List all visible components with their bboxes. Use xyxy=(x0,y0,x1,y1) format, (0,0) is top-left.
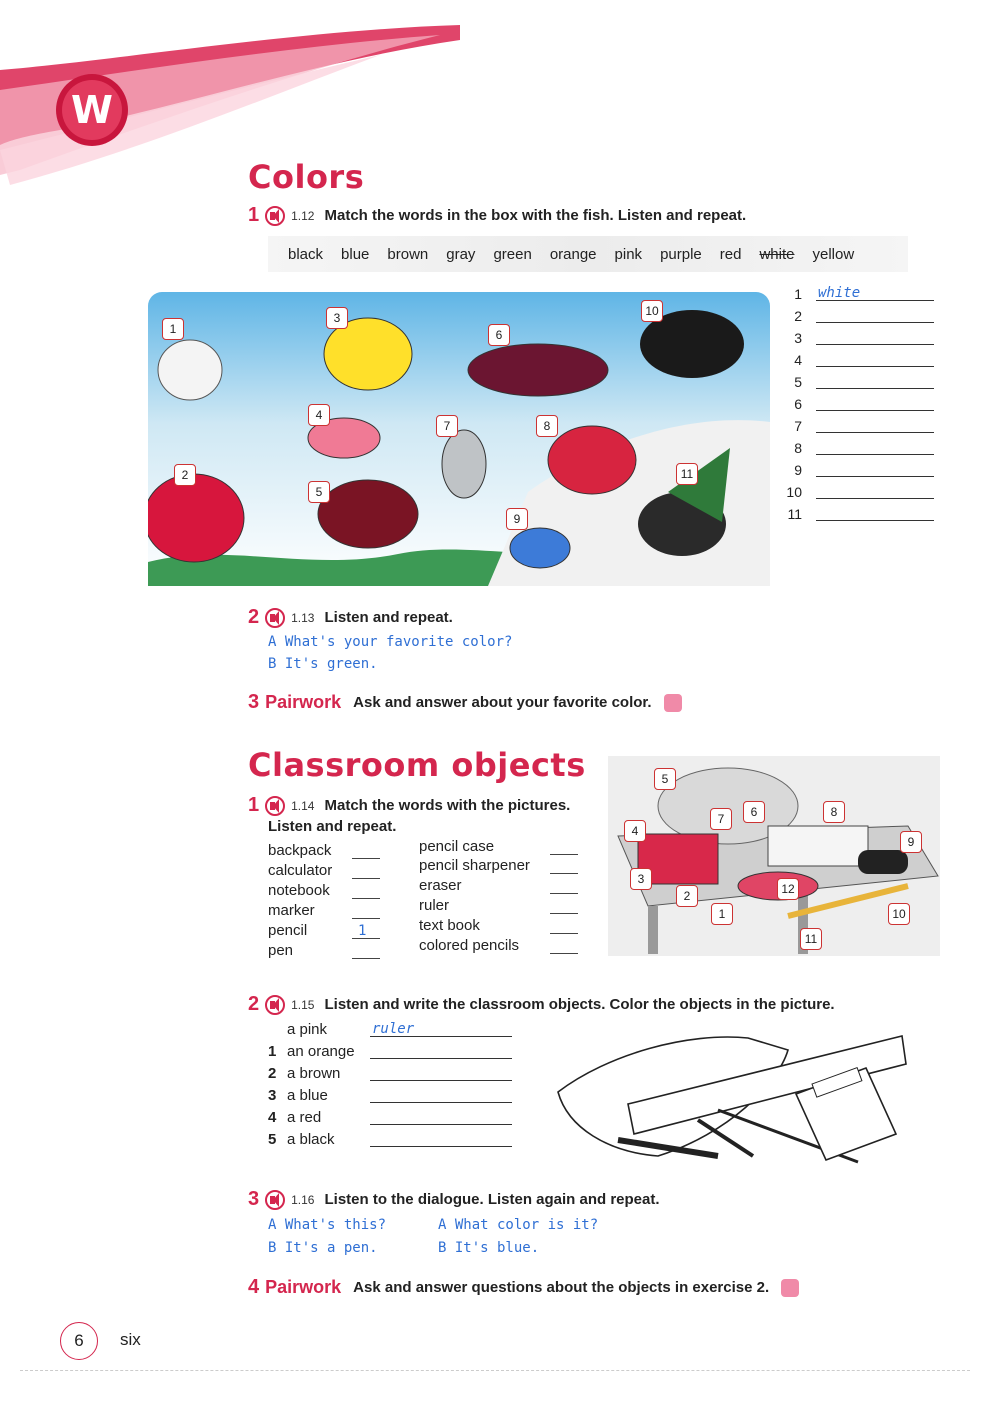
track-number: 1.15 xyxy=(291,997,315,1012)
row-number: 2 xyxy=(268,1065,277,1082)
audio-icon[interactable] xyxy=(265,796,285,816)
match-answer: 1 xyxy=(358,923,367,939)
answer-number: 10 xyxy=(786,484,802,500)
object-label: 11 xyxy=(800,928,822,950)
row-label: a black xyxy=(287,1131,335,1148)
answer-line[interactable] xyxy=(816,410,934,411)
dialogue-line-b: B It's green. xyxy=(268,656,378,672)
match-blank[interactable] xyxy=(352,898,380,899)
word-box-item: green xyxy=(493,245,532,263)
answer-value: white xyxy=(818,285,861,301)
answer-number: 2 xyxy=(794,308,802,324)
instruction: Match the words with the pictures. xyxy=(324,797,571,814)
word-box-item: brown xyxy=(387,245,429,263)
classroom-ex2-header xyxy=(248,993,835,1016)
answer-line[interactable] xyxy=(816,366,934,367)
pairwork-label: Pairwork xyxy=(265,1277,342,1297)
word-box-item: purple xyxy=(660,245,702,263)
word-box xyxy=(268,236,908,272)
fish-label: 2 xyxy=(174,464,196,486)
row-answer-line[interactable] xyxy=(370,1102,512,1103)
instruction: Listen and repeat. xyxy=(324,609,453,626)
answer-line[interactable] xyxy=(816,454,934,455)
fish-label: 5 xyxy=(308,481,330,503)
answer-line[interactable] xyxy=(816,520,934,521)
fish-label: 7 xyxy=(436,415,458,437)
match-word: pencil sharpener xyxy=(419,857,530,874)
match-word: pencil xyxy=(268,922,308,939)
answer-line[interactable] xyxy=(816,344,934,345)
object-label: 7 xyxy=(710,808,732,830)
match-word: text book xyxy=(419,917,480,934)
dialogue-line-b1: B It's a pen. xyxy=(268,1240,378,1256)
colors-title: Colors xyxy=(248,158,365,196)
object-label: 8 xyxy=(823,801,845,823)
instruction: Listen to the dialogue. Listen again and repeat. xyxy=(324,1191,660,1208)
objects-drawing xyxy=(548,1024,910,1170)
colors-ex2-header xyxy=(248,606,453,629)
fish-label: 1 xyxy=(162,318,184,340)
answer-line[interactable] xyxy=(816,322,934,323)
object-label: 4 xyxy=(624,820,646,842)
match-word: notebook xyxy=(268,882,330,899)
match-word: colored pencils xyxy=(419,937,520,954)
track-number: 1.12 xyxy=(291,208,315,223)
colors-ex3-header xyxy=(248,691,682,714)
answer-number: 9 xyxy=(794,462,802,478)
object-label: 2 xyxy=(676,885,698,907)
answer-line[interactable] xyxy=(816,432,934,433)
row-number: 3 xyxy=(268,1087,277,1104)
answer-number: 7 xyxy=(794,418,802,434)
answer-number: 1 xyxy=(794,286,802,302)
word-box-item: orange xyxy=(549,245,597,263)
word-box-item: black xyxy=(288,245,324,263)
answer-line[interactable] xyxy=(816,498,934,499)
fish-label: 9 xyxy=(506,508,528,530)
row-answer-line[interactable] xyxy=(370,1146,512,1147)
match-blank[interactable] xyxy=(352,958,380,959)
instruction: Listen and write the classroom objects. Color the objects in the picture. xyxy=(324,996,835,1013)
word-box-item: yellow xyxy=(812,245,855,263)
dialogue-line-b2: B It's blue. xyxy=(438,1240,540,1256)
instruction: Ask and answer about your favorite color. xyxy=(353,694,652,711)
dialogue-line-a: A What's your favorite color? xyxy=(268,634,513,650)
match-word: marker xyxy=(268,902,315,919)
match-word: pen xyxy=(268,942,294,959)
match-blank[interactable] xyxy=(550,953,578,954)
match-word: ruler xyxy=(419,897,450,914)
ex-number: 1 xyxy=(248,204,260,226)
object-label: 3 xyxy=(630,868,652,890)
answer-number: 8 xyxy=(794,440,802,456)
fish-label: 11 xyxy=(676,463,698,485)
word-box-item-used: white xyxy=(759,245,795,263)
answer-number: 6 xyxy=(794,396,802,412)
object-label: 10 xyxy=(888,903,910,925)
ex-number: 3 xyxy=(248,1188,260,1210)
fish-label: 6 xyxy=(488,324,510,346)
audio-icon[interactable] xyxy=(265,995,285,1015)
object-label: 5 xyxy=(654,768,676,790)
row-answer-line[interactable] xyxy=(370,1080,512,1081)
ex-number: 2 xyxy=(248,993,260,1015)
audio-icon[interactable] xyxy=(265,608,285,628)
row-answer-line[interactable] xyxy=(370,1058,512,1059)
ex-number: 3 xyxy=(248,691,260,713)
match-word: calculator xyxy=(268,862,333,879)
audio-icon[interactable] xyxy=(265,206,285,226)
footer-rule xyxy=(20,1370,970,1371)
audio-icon[interactable] xyxy=(265,1190,285,1210)
match-word: backpack xyxy=(268,842,332,859)
pairwork-label: Pairwork xyxy=(265,692,342,712)
track-number: 1.13 xyxy=(291,610,315,625)
match-word: pencil case xyxy=(419,838,495,855)
word-box-item: gray xyxy=(446,245,476,263)
row-number: 1 xyxy=(268,1043,277,1060)
match-blank[interactable] xyxy=(550,933,578,934)
match-blank[interactable] xyxy=(550,913,578,914)
classroom-title: Classroom objects xyxy=(248,746,586,784)
match-blank[interactable] xyxy=(352,878,380,879)
row-answer: ruler xyxy=(372,1021,415,1037)
fish-label: 4 xyxy=(308,404,330,426)
classroom-ex4-header xyxy=(248,1276,799,1299)
fish-label: 8 xyxy=(536,415,558,437)
page-number: 6 xyxy=(60,1322,98,1360)
row-number: 5 xyxy=(268,1131,277,1148)
pairwork-icon xyxy=(781,1279,799,1297)
row-label: a pink xyxy=(287,1021,328,1038)
answer-number: 11 xyxy=(787,506,802,522)
classroom-ex1-header xyxy=(248,794,570,817)
pairwork-icon xyxy=(664,694,682,712)
match-blank[interactable] xyxy=(550,854,578,855)
row-label: an orange xyxy=(287,1043,355,1060)
match-blank[interactable] xyxy=(352,858,380,859)
object-label: 6 xyxy=(743,801,765,823)
dialogue-line-a2: A What color is it? xyxy=(438,1217,599,1233)
match-blank[interactable] xyxy=(550,893,578,894)
word-box-item: red xyxy=(719,245,742,263)
answer-line[interactable] xyxy=(816,476,934,477)
answer-number: 4 xyxy=(794,352,802,368)
object-label: 1 xyxy=(711,903,733,925)
match-word: eraser xyxy=(419,877,462,894)
object-label: 9 xyxy=(900,831,922,853)
instruction: Match the words in the box with the fish. Listen and repeat. xyxy=(324,207,747,224)
track-number: 1.14 xyxy=(291,798,315,813)
unit-letter: W xyxy=(71,88,113,132)
row-label: a blue xyxy=(287,1087,328,1104)
page-word: six xyxy=(120,1330,141,1349)
answer-number: 5 xyxy=(794,374,802,390)
object-label: 12 xyxy=(777,878,799,900)
match-blank[interactable] xyxy=(352,918,380,919)
colors-ex1-header xyxy=(248,204,746,227)
classroom-ex3-header xyxy=(248,1188,660,1211)
dialogue-line-a1: A What's this? xyxy=(268,1217,387,1233)
instruction-line-2: Listen and repeat. xyxy=(268,818,397,835)
row-label: a red xyxy=(287,1109,322,1126)
fish-label: 3 xyxy=(326,307,348,329)
ex-number: 4 xyxy=(248,1276,260,1298)
word-box-item: blue xyxy=(341,245,370,263)
answer-number: 3 xyxy=(794,330,802,346)
fish-label: 10 xyxy=(641,300,663,322)
row-label: a brown xyxy=(287,1065,341,1082)
ex-number: 1 xyxy=(248,794,260,816)
row-answer-line[interactable] xyxy=(370,1124,512,1125)
row-number: 4 xyxy=(268,1109,277,1126)
ex-number: 2 xyxy=(248,606,260,628)
word-box-item: pink xyxy=(614,245,643,263)
instruction: Ask and answer questions about the objects in exercise 2. xyxy=(353,1279,770,1296)
match-blank[interactable] xyxy=(550,873,578,874)
fish-illustration xyxy=(148,292,770,586)
answer-line[interactable] xyxy=(816,388,934,389)
track-number: 1.16 xyxy=(291,1192,315,1207)
